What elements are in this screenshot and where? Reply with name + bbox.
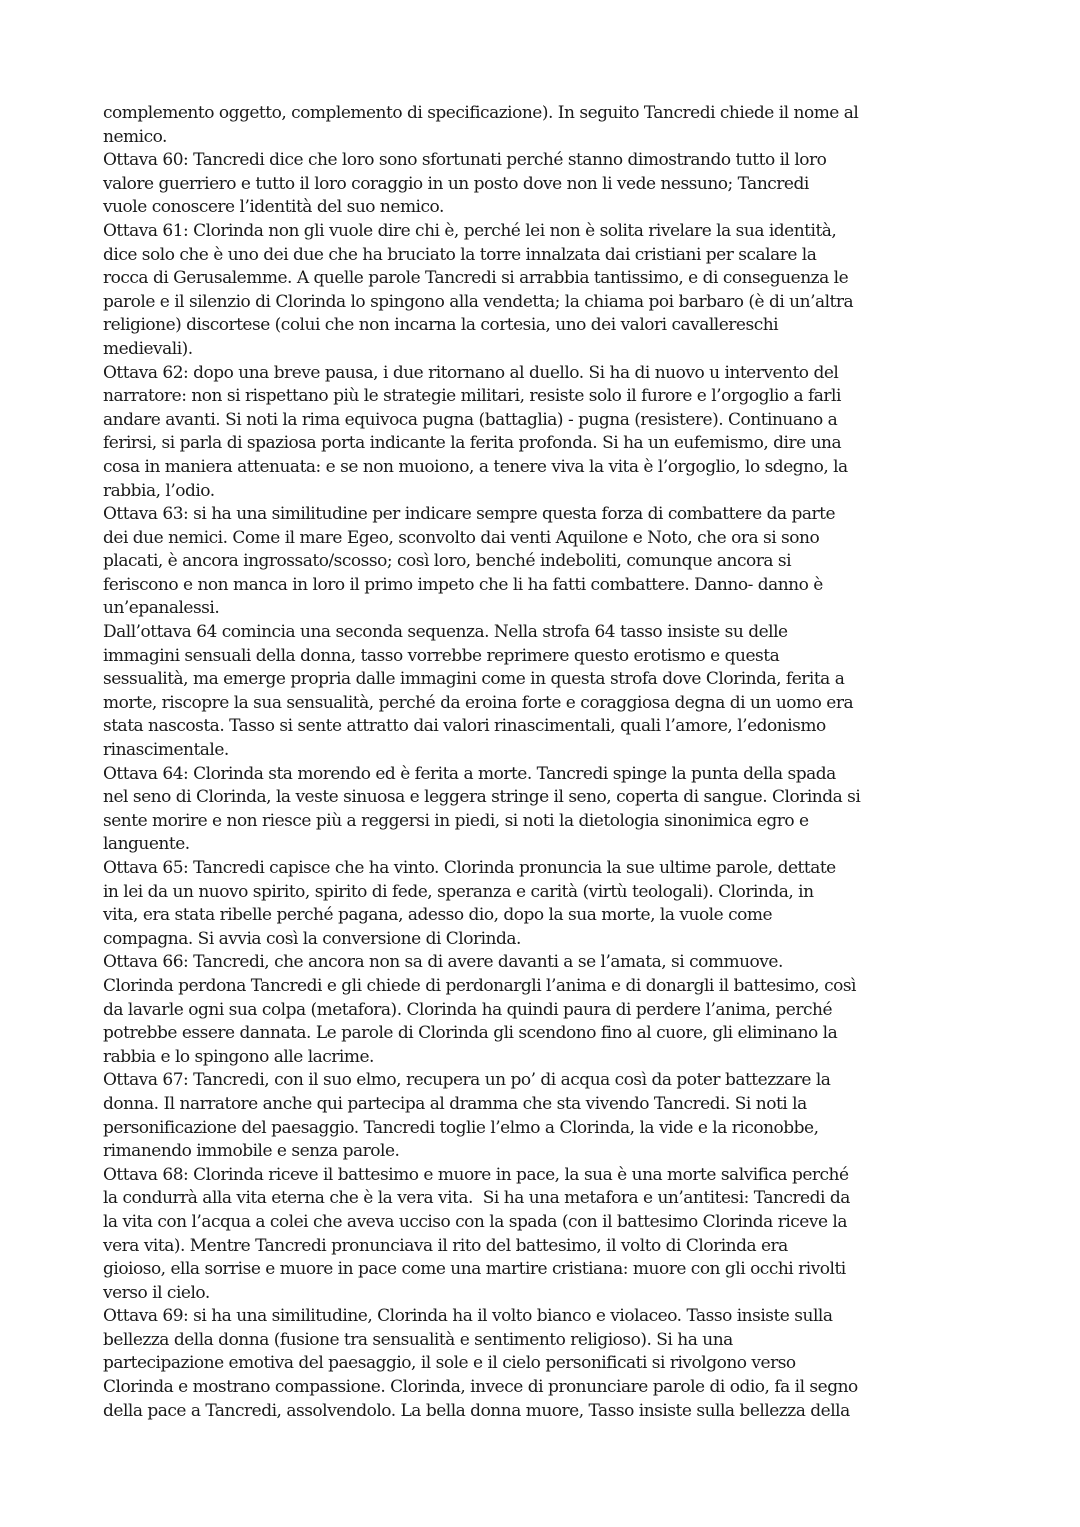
paragraph-ottava-67: Ottava 67: Tancredi, con il suo elmo, recupera un po’ di acqua così da poter battezzare la donna. Il narratore anche qui partecipa al dramma che sta vivendo Tancredi. Si noti la personificazione del paesaggio. Tancredi toglie l’elmo a Clorinda, la vide e la riconobbe, rimanendo immobile e senza parole. xyxy=(103,1070,831,1162)
paragraph-ottava-62: Ottava 62: dopo una breve pausa, i due ritornano al duello. Si ha di nuovo u intervento del narratore: non si rispettano più le strategie militari, resiste solo il furore e l’orgoglio a farli andare avanti. Si noti la rima equivoca pugna (battaglia) - pugna (resistere). Continuano a ferirsi, si parla di spaziosa porta indicante la ferita profonda. Si ha un eufemismo, dire una cosa in maniera attenuata: e se non muoiono, a tenere viva la vita è l’orgoglio, lo sdegno, la rabbia, l’odio. xyxy=(103,362,848,501)
paragraph-continuation: complemento oggetto, complemento di specificazione). In seguito Tancredi chiede il nome al nemico. xyxy=(103,103,859,147)
paragraph-ottava-65: Ottava 65: Tancredi capisce che ha vinto. Clorinda pronuncia la sue ultime parole, dettate in lei da un nuovo spirito, spirito di fede, speranza e carità (virtù teologali). Clorinda, in vita, era stata ribelle perché pagana, adesso dio, dopo la sua morte, la vuole come compagna. Si avvia così la conversione di Clorinda. xyxy=(103,858,836,949)
paragraph-ottava-66: Ottava 66: Tancredi, che ancora non sa di avere davanti a se l’amata, si commuove. Clorinda perdona Tancredi e gli chiede di perdonargli l’anima e di donargli il battesimo, così da lavarle ogni sua colpa (metafora). Clorinda ha quindi paura di perdere l’anima, perché potrebbe essere dannata. Le parole di Clorinda gli scendono fino al cuore, gli eliminano la rabbia e lo spingono alle lacrime. xyxy=(103,952,856,1067)
paragraph-seconda-sequenza: Dall’ottava 64 comincia una seconda sequenza. Nella strofa 64 tasso insiste su delle immagini sensuali della donna, tasso vorrebbe reprimere questo erotismo e questa sessualità, ma emerge propria dalle immagini come in questa strofa dove Clorinda, ferita a morte, riscopre la sua sensualità, perché da eroina forte e coraggiosa degna di un uomo era stata nascosta. Tasso si sente attratto dai valori rinascimentali, quali l’amore, l’edonismo rinascimentale. xyxy=(103,622,854,761)
paragraph-ottava-68: Ottava 68: Clorinda riceve il battesimo e muore in pace, la sua è una morte salvifica perché la condurrà alla vita eterna che è la vera vita. Si ha una metafora e un’antitesi: Tancredi da la vita con l’acqua a colei che aveva ucciso con la spada (con il battesimo Clorinda riceve la vera vita). Mentre Tancredi pronunciava il rito del battesimo, il volto di Clorinda era gioioso, ella sorrise e muore in pace come una martire cristiana: muore con gli occhi rivolti verso il cielo. xyxy=(103,1164,850,1303)
paragraph-ottava-61: Ottava 61: Clorinda non gli vuole dire chi è, perché lei non è solita rivelare la sua identità, dice solo che è uno dei due che ha bruciato la torre innalzata dai cristiani per scalare la rocca di Gerusalemme. A quelle parole Tancredi si arrabbia tantissimo, e di conseguenza le parole e il silenzio di Clorinda lo spingono alla vendetta; la chiama poi barbaro (è di un’altra religione) discortese (colui che non incarna la cortesia, uno dei valori cavallereschi medievali). xyxy=(103,220,854,359)
paragraph-ottava-60: Ottava 60: Tancredi dice che loro sono sfortunati perché stanno dimostrando tutto il loro valore guerriero e tutto il loro coraggio in un posto dove non li vede nessuno; Tancredi vuole conoscere l’identità del suo nemico. xyxy=(103,150,827,218)
paragraph-ottava-64: Ottava 64: Clorinda sta morendo ed è ferita a morte. Tancredi spinge la punta della spada nel seno di Clorinda, la veste sinuosa e leggera stringe il seno, coperta di sangue. Clorinda si sente morire e non riesce più a reggersi in piedi, si noti la dietologia sinonimica egro e languente. xyxy=(103,763,861,855)
paragraph-ottava-63: Ottava 63: si ha una similitudine per indicare sempre questa forza di combattere da parte dei due nemici. Come il mare Egeo, sconvolto dai venti Aquilone e Noto, che ora si sono placati, è ancora ingrossato/scosso; così loro, benché indeboliti, comunque ancora si feriscono e non manca in loro il primo impeto che li ha fatti combattere. Danno- danno è un’epanalessi. xyxy=(103,504,836,619)
document-page xyxy=(103,102,983,1423)
paragraph-ottava-69: Ottava 69: si ha una similitudine, Clorinda ha il volto bianco e violaceo. Tasso insiste sulla bellezza della donna (fusione tra sensualità e sentimento religioso). Si ha una partecipazione emotiva del paesaggio, il sole e il cielo personificati si rivolgono verso Clorinda e mostrano compassione. Clorinda, invece di pronunciare parole di odio, fa il segno della pace a Tancredi, assolvendolo. La bella donna muore, Tasso insiste sulla bellezza della xyxy=(103,1306,858,1421)
